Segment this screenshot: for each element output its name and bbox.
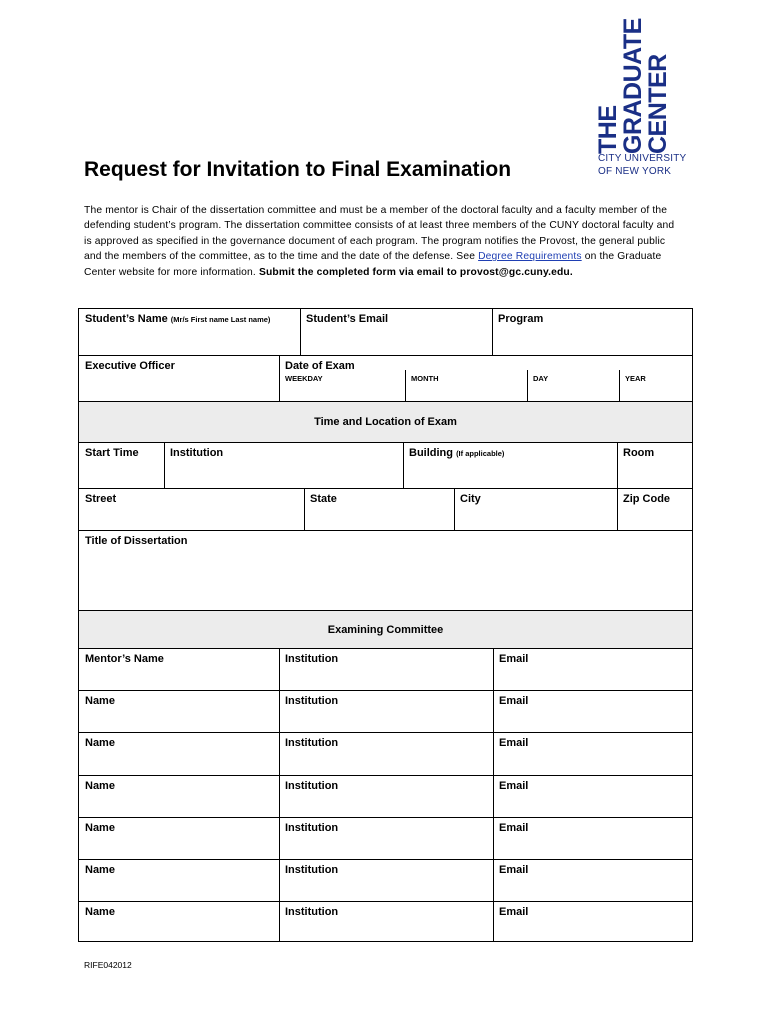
member-institution-field[interactable]	[279, 902, 493, 941]
name-label: Name	[85, 822, 115, 834]
intro-paragraph	[84, 203, 684, 280]
divider	[617, 443, 618, 488]
students-name-label: Student’s Name (Mr/s First name Last name)	[85, 313, 271, 325]
divider	[492, 309, 493, 355]
program-label: Program	[498, 313, 544, 325]
logo-wordmark	[594, 18, 678, 154]
email-label: Email	[499, 653, 529, 665]
day-label: DAY	[533, 374, 549, 383]
room-label: Room	[623, 447, 655, 459]
divider	[405, 370, 406, 401]
start-time-field[interactable]	[79, 443, 164, 488]
divider	[304, 489, 305, 530]
divider	[619, 370, 620, 401]
students-email-field[interactable]	[300, 309, 492, 355]
member-name-field[interactable]	[79, 733, 279, 775]
member-name-field[interactable]	[79, 902, 279, 941]
students-name-hint: (Mr/s First name Last name)	[170, 315, 271, 324]
institution-label: Institution	[285, 780, 339, 792]
member-institution-field[interactable]	[279, 733, 493, 775]
logo-word-graduate: GRADUATE	[619, 18, 647, 154]
zip-code-label: Zip Code	[623, 493, 671, 505]
committee-title: Examining Committee	[327, 624, 444, 636]
member-name-field[interactable]	[79, 776, 279, 817]
institution-label: Institution	[285, 737, 339, 749]
page-title: Request for Invitation to Final Examination	[84, 158, 512, 181]
state-label: State	[310, 493, 337, 505]
intro-text-after-link: on the Graduate Center website for more information.	[84, 251, 662, 278]
email-label: Email	[499, 737, 529, 749]
member-email-field[interactable]	[493, 818, 692, 859]
member-name-field[interactable]	[79, 860, 279, 901]
divider	[279, 649, 280, 941]
divider	[300, 309, 301, 355]
divider	[164, 443, 165, 488]
institution-label: Institution	[285, 864, 339, 876]
member-email-field[interactable]	[493, 860, 692, 901]
start-time-label: Start Time	[85, 447, 139, 459]
request-form	[78, 308, 693, 942]
program-field[interactable]	[492, 309, 692, 355]
mentor-email-field[interactable]	[493, 649, 692, 690]
member-institution-field[interactable]	[279, 776, 493, 817]
room-field[interactable]	[617, 443, 692, 488]
divider	[527, 370, 528, 401]
city-field[interactable]	[454, 489, 617, 530]
institution-label: Institution	[285, 906, 339, 918]
committee-header	[79, 611, 692, 648]
students-email-label: Student’s Email	[306, 313, 389, 325]
email-label: Email	[499, 864, 529, 876]
mentor-institution-field[interactable]	[279, 649, 493, 690]
email-label: Email	[499, 822, 529, 834]
email-label: Email	[499, 780, 529, 792]
member-name-field[interactable]	[79, 691, 279, 732]
email-label: Email	[499, 906, 529, 918]
logo-word-center: CENTER	[644, 54, 672, 154]
institution-label: Institution	[285, 653, 339, 665]
date-of-exam-label: Date of Exam	[285, 360, 355, 372]
graduate-center-logo	[594, 18, 687, 186]
logo-subtitle-line2: OF NEW YORK	[598, 166, 672, 177]
member-name-field[interactable]	[79, 818, 279, 859]
building-field[interactable]	[403, 443, 617, 488]
institution-field[interactable]	[164, 443, 403, 488]
member-email-field[interactable]	[493, 776, 692, 817]
member-institution-field[interactable]	[279, 691, 493, 732]
logo-word-the: THE	[594, 105, 622, 154]
executive-officer-field[interactable]	[79, 356, 279, 401]
divider	[493, 649, 494, 941]
name-label: Name	[85, 737, 115, 749]
name-label: Name	[85, 695, 115, 707]
mentor-name-label: Mentor’s Name	[85, 653, 164, 665]
state-field[interactable]	[304, 489, 454, 530]
institution-label: Institution	[285, 822, 339, 834]
name-label: Name	[85, 864, 115, 876]
degree-requirements-link[interactable]: Degree Requirements	[478, 251, 582, 263]
month-label: MONTH	[411, 374, 439, 383]
street-field[interactable]	[79, 489, 304, 530]
weekday-label: WEEKDAY	[285, 374, 323, 383]
email-label: Email	[499, 695, 529, 707]
time-location-title: Time and Location of Exam	[314, 416, 457, 428]
divider	[403, 443, 404, 488]
form-code: RIFE042012	[84, 960, 132, 970]
name-label: Name	[85, 780, 115, 792]
dissertation-title-label: Title of Dissertation	[85, 535, 188, 547]
divider	[617, 489, 618, 530]
zip-code-field[interactable]	[617, 489, 692, 530]
year-label: YEAR	[625, 374, 646, 383]
member-email-field[interactable]	[493, 902, 692, 941]
institution-label: Institution	[285, 695, 339, 707]
building-hint: (If applicable)	[456, 449, 505, 458]
submit-instruction: Submit the completed form via email to provost@gc.cuny.edu.	[258, 266, 573, 278]
date-of-exam-field	[279, 356, 692, 401]
divider	[279, 356, 280, 401]
name-label: Name	[85, 906, 115, 918]
mentor-name-field[interactable]	[79, 649, 279, 690]
city-label: City	[460, 493, 481, 505]
member-institution-field[interactable]	[279, 860, 493, 901]
building-label: Building (If applicable)	[409, 447, 505, 459]
divider	[454, 489, 455, 530]
executive-officer-label: Executive Officer	[85, 360, 175, 372]
member-email-field[interactable]	[493, 691, 692, 732]
intro-text: The mentor is Chair of the dissertation committee and must be a member of the doctoral faculty and a faculty member of the defending student’s program. The dissertation committee consists of at least three members of the CUNY doctoral faculty and is approved as specified in the governance document of each program. The program notifies the Provost, the general public and the members of the committee, as to the time and the date of the defense. See	[84, 205, 675, 263]
institution-label: Institution	[170, 447, 224, 459]
member-email-field[interactable]	[493, 733, 692, 775]
member-institution-field[interactable]	[279, 818, 493, 859]
time-location-header	[79, 402, 692, 442]
street-label: Street	[85, 493, 117, 505]
students-name-field[interactable]	[79, 309, 300, 355]
dissertation-title-field[interactable]	[79, 531, 692, 610]
logo-subtitle-line1: CITY UNIVERSITY	[598, 153, 687, 164]
